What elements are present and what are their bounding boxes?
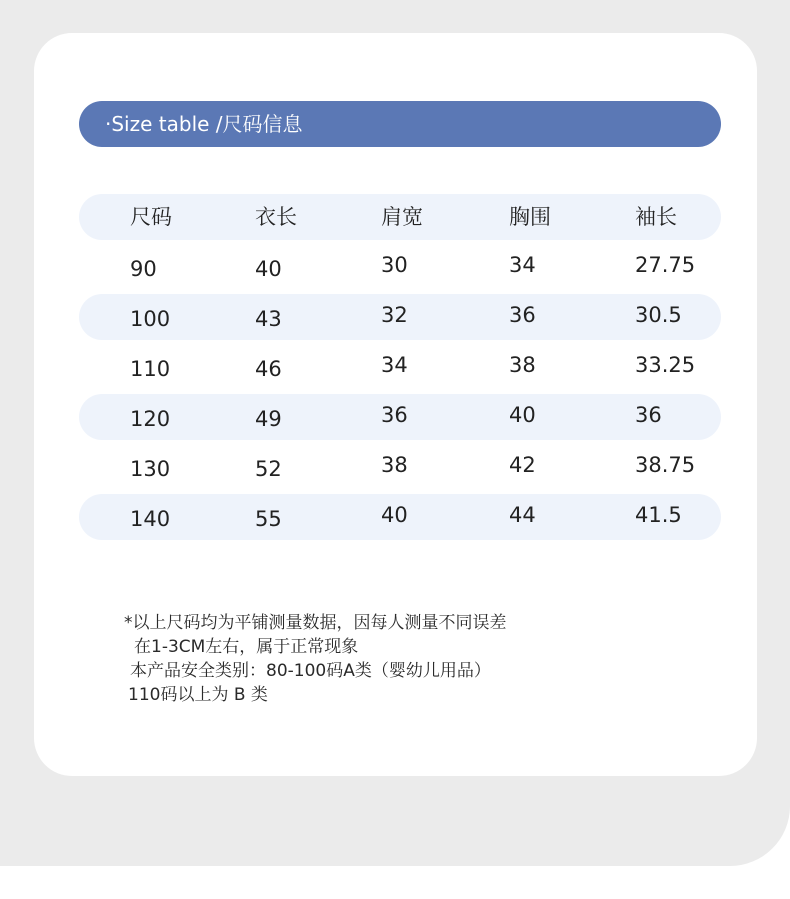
table-row [79,444,721,490]
table-cell: 49 [255,407,282,431]
table-cell: 40 [255,257,282,281]
column-header-length: 衣长 [255,205,297,229]
table-cell: 100 [130,307,171,331]
table-row [79,294,721,340]
table-cell: 34 [381,353,408,377]
table-cell: 33.25 [635,353,696,377]
table-cell: 140 [130,507,171,531]
note-line: 在1-3CM左右，属于正常现象 [134,637,359,657]
table-cell: 40 [509,403,536,427]
size-notes [124,611,684,707]
table-cell: 38.75 [635,453,696,477]
table-cell: 90 [130,257,157,281]
table-row [79,494,721,540]
column-header-size: 尺码 [130,205,172,229]
section-header: ·Size table /尺码信息 [79,101,721,147]
table-row [79,244,721,290]
table-cell: 52 [255,457,282,481]
table-cell: 32 [381,303,408,327]
table-cell: 46 [255,357,282,381]
note-line: 本产品安全类别：80-100码A类（婴幼儿用品） [130,661,491,681]
table-cell: 27.75 [635,253,696,277]
table-cell: 30.5 [635,303,682,327]
note-line: 110码以上为 B 类 [128,685,268,705]
column-header-chest: 胸围 [509,205,551,229]
column-header-sleeve: 袖长 [635,205,677,229]
size-table-card [34,33,757,776]
table-cell: 40 [381,503,408,527]
table-cell: 55 [255,507,282,531]
table-cell: 41.5 [635,503,682,527]
table-cell: 30 [381,253,408,277]
column-header-shoulder: 肩宽 [381,205,423,229]
table-cell: 130 [130,457,171,481]
table-row [79,344,721,390]
table-cell: 120 [130,407,171,431]
table-cell: 38 [509,353,536,377]
note-line: *以上尺码均为平铺测量数据，因每人测量不同误差 [124,613,507,633]
table-cell: 43 [255,307,282,331]
table-cell: 34 [509,253,536,277]
table-cell: 110 [130,357,171,381]
table-cell: 42 [509,453,536,477]
table-row [79,394,721,440]
table-cell: 44 [509,503,536,527]
table-header-row [79,194,721,240]
table-cell: 36 [381,403,408,427]
table-cell: 36 [509,303,536,327]
table-cell: 36 [635,403,662,427]
table-cell: 38 [381,453,408,477]
